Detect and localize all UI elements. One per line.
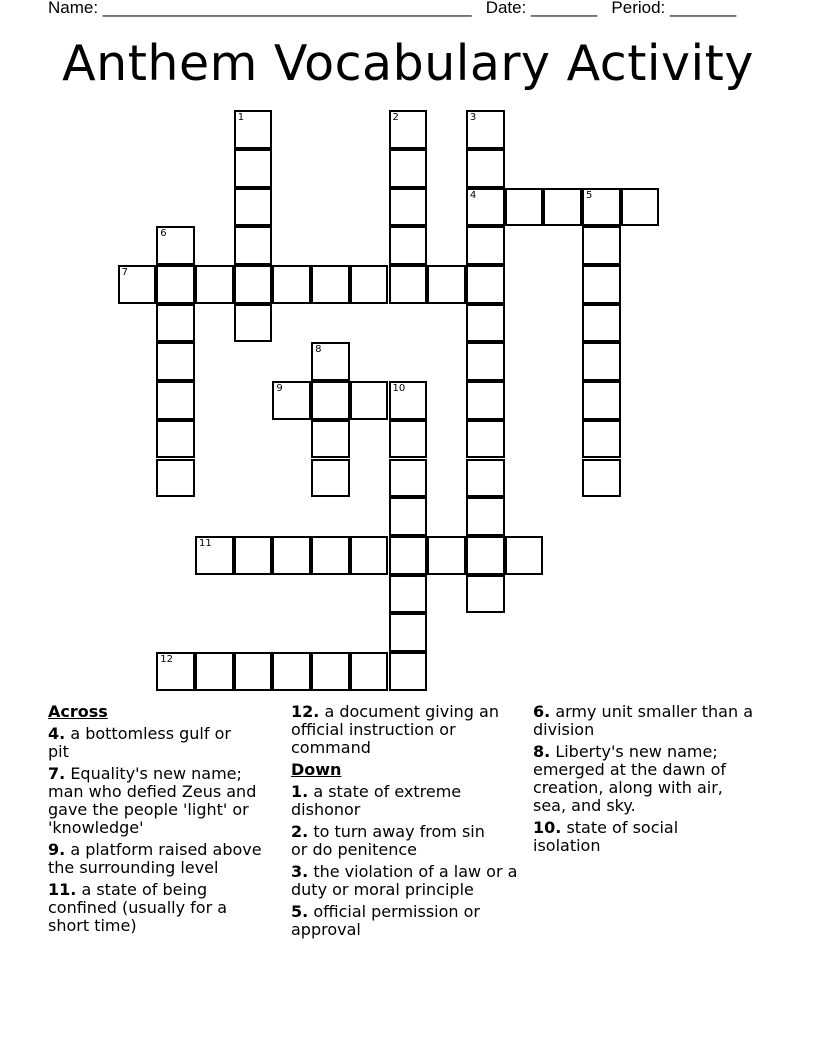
crossword-cell[interactable] bbox=[156, 459, 195, 498]
crossword-cell[interactable] bbox=[272, 381, 311, 420]
crossword-cell[interactable] bbox=[466, 304, 505, 343]
crossword-cell[interactable] bbox=[311, 265, 350, 304]
clue-text: a bottomless gulf or pit bbox=[48, 724, 231, 761]
crossword-cell[interactable] bbox=[466, 459, 505, 498]
clue-number: 6. bbox=[533, 702, 551, 721]
cell-clue-number: 6 bbox=[160, 228, 167, 240]
crossword-cell[interactable] bbox=[466, 342, 505, 381]
crossword-cell[interactable] bbox=[311, 652, 350, 691]
crossword-cell[interactable] bbox=[311, 536, 350, 575]
clue-text: official permission or approval bbox=[291, 902, 480, 939]
crossword-cell[interactable] bbox=[195, 536, 234, 575]
clue-number: 1. bbox=[291, 782, 309, 801]
crossword-cell[interactable] bbox=[582, 342, 621, 381]
crossword-cell[interactable] bbox=[582, 459, 621, 498]
clue-text: state of social isolation bbox=[533, 818, 679, 855]
clues-column-3 bbox=[533, 703, 773, 859]
crossword-cell[interactable] bbox=[272, 265, 311, 304]
crossword-cell[interactable] bbox=[118, 265, 157, 304]
crossword-cell[interactable] bbox=[156, 342, 195, 381]
across-heading: Across bbox=[48, 702, 108, 721]
clue-text: army unit smaller than a division bbox=[533, 702, 754, 739]
across-clue-9 bbox=[48, 841, 288, 877]
crossword-cell[interactable] bbox=[466, 497, 505, 536]
crossword-cell[interactable] bbox=[234, 265, 273, 304]
crossword-cell[interactable] bbox=[466, 226, 505, 265]
cell-clue-number: 5 bbox=[586, 189, 593, 201]
clue-number: 3. bbox=[291, 862, 309, 881]
crossword-cell[interactable] bbox=[350, 652, 389, 691]
crossword-cell[interactable] bbox=[389, 188, 428, 227]
crossword-cell[interactable] bbox=[466, 420, 505, 459]
cell-clue-number: 7 bbox=[121, 267, 128, 278]
down-clue-2 bbox=[291, 823, 506, 859]
across-clue-4 bbox=[48, 725, 248, 761]
crossword-cell[interactable] bbox=[427, 265, 466, 304]
crossword-cell[interactable] bbox=[234, 188, 273, 227]
crossword-cell[interactable] bbox=[350, 381, 389, 420]
crossword-cell[interactable] bbox=[389, 613, 428, 652]
clue-number: 11. bbox=[48, 880, 77, 899]
crossword-cell[interactable] bbox=[234, 226, 273, 265]
crossword-cell[interactable] bbox=[389, 381, 428, 420]
student-info-line[interactable]: Name: _______________________________________ Date: _______ Period: _______ bbox=[48, 0, 737, 17]
crossword-cell[interactable] bbox=[156, 304, 195, 343]
crossword-cell[interactable] bbox=[156, 265, 195, 304]
crossword-cell[interactable] bbox=[311, 381, 350, 420]
crossword-cell[interactable] bbox=[505, 188, 544, 227]
crossword-cell[interactable] bbox=[156, 652, 195, 691]
down-clue-1 bbox=[291, 783, 491, 819]
crossword-cell[interactable] bbox=[156, 420, 195, 459]
crossword-cell[interactable] bbox=[389, 575, 428, 614]
across-clue-7 bbox=[48, 765, 273, 837]
clue-number: 10. bbox=[533, 818, 562, 837]
crossword-cell[interactable] bbox=[234, 304, 273, 343]
crossword-cell[interactable] bbox=[156, 226, 195, 265]
page-title: Anthem Vocabulary Activity bbox=[62, 35, 754, 92]
crossword-cell[interactable] bbox=[582, 188, 621, 227]
clues-column-2 bbox=[291, 703, 531, 943]
cell-clue-number: 1 bbox=[237, 112, 245, 124]
crossword-cell[interactable] bbox=[234, 652, 273, 691]
crossword-cell[interactable] bbox=[311, 459, 350, 498]
across-clue-12 bbox=[291, 703, 516, 757]
clue-text: a document giving an official instruction or command bbox=[291, 702, 499, 757]
clue-number: 4. bbox=[48, 724, 66, 743]
clue-number: 8. bbox=[533, 742, 551, 761]
clue-text: a state of being confined (usually for a short time) bbox=[48, 880, 228, 935]
crossword-cell[interactable] bbox=[582, 381, 621, 420]
clue-text: the violation of a law or a duty or moral principle bbox=[291, 862, 518, 899]
crossword-cell[interactable] bbox=[582, 304, 621, 343]
crossword-cell[interactable] bbox=[427, 536, 466, 575]
crossword-cell[interactable] bbox=[234, 536, 273, 575]
crossword-cell[interactable] bbox=[466, 381, 505, 420]
crossword-cell[interactable] bbox=[389, 652, 428, 691]
crossword-cell[interactable] bbox=[234, 149, 273, 188]
crossword-cell[interactable] bbox=[466, 575, 505, 614]
down-clue-8 bbox=[533, 743, 748, 815]
clue-text: Equality's new name; man who defied Zeus and gave the people 'light' or 'knowledge' bbox=[48, 764, 257, 837]
cell-clue-number: 11 bbox=[199, 537, 212, 549]
crossword-cell[interactable] bbox=[311, 420, 350, 459]
crossword-cell[interactable] bbox=[582, 420, 621, 459]
crossword-cell[interactable] bbox=[272, 652, 311, 691]
crossword-cell[interactable] bbox=[582, 226, 621, 265]
crossword-cell[interactable] bbox=[389, 420, 428, 459]
cell-clue-number: 8 bbox=[315, 344, 322, 356]
cell-clue-number: 12 bbox=[160, 654, 174, 665]
crossword-cell[interactable] bbox=[389, 459, 428, 498]
crossword-cell[interactable] bbox=[389, 265, 428, 304]
crossword-cell[interactable] bbox=[466, 149, 505, 188]
crossword-cell[interactable] bbox=[466, 188, 505, 227]
clue-text: a platform raised above the surrounding level bbox=[48, 840, 262, 877]
crossword-cell[interactable] bbox=[389, 536, 428, 575]
crossword-cell[interactable] bbox=[389, 226, 428, 265]
crossword-cell[interactable] bbox=[543, 188, 582, 227]
clue-number: 12. bbox=[291, 702, 320, 721]
crossword-cell[interactable] bbox=[389, 110, 428, 149]
crossword-cell[interactable] bbox=[272, 536, 311, 575]
crossword-cell[interactable] bbox=[582, 265, 621, 304]
cell-clue-number: 4 bbox=[469, 189, 477, 201]
crossword-cell[interactable] bbox=[505, 536, 544, 575]
down-clue-10 bbox=[533, 819, 723, 855]
clue-text: to turn away from sin or do penitence bbox=[291, 822, 485, 859]
crossword-cell[interactable] bbox=[389, 497, 428, 536]
crossword-cell[interactable] bbox=[389, 149, 428, 188]
crossword-cell[interactable] bbox=[350, 536, 389, 575]
down-heading: Down bbox=[291, 760, 342, 779]
down-clue-6 bbox=[533, 703, 758, 739]
cell-clue-number: 10 bbox=[392, 383, 406, 395]
clue-number: 2. bbox=[291, 822, 309, 841]
clue-number: 9. bbox=[48, 840, 66, 859]
clue-text: a state of extreme dishonor bbox=[291, 782, 462, 819]
across-clue-11 bbox=[48, 881, 258, 935]
crossword-cell[interactable] bbox=[350, 265, 389, 304]
crossword-cell[interactable] bbox=[234, 110, 273, 149]
crossword-cell[interactable] bbox=[466, 110, 505, 149]
crossword-cell[interactable] bbox=[311, 342, 350, 381]
clue-text: Liberty's new name; emerged at the dawn of creation, along with air, sea, and sky. bbox=[533, 742, 727, 815]
cell-clue-number: 2 bbox=[392, 112, 399, 124]
crossword-cell[interactable] bbox=[466, 536, 505, 575]
crossword-cell[interactable] bbox=[195, 265, 234, 304]
crossword-cell[interactable] bbox=[466, 265, 505, 304]
crossword-cell[interactable] bbox=[195, 652, 234, 691]
crossword-cell[interactable] bbox=[621, 188, 660, 227]
clue-number: 5. bbox=[291, 902, 309, 921]
clues-column-1 bbox=[48, 703, 288, 939]
cell-clue-number: 9 bbox=[276, 383, 283, 395]
clue-number: 7. bbox=[48, 764, 66, 783]
crossword-cell[interactable] bbox=[156, 381, 195, 420]
cell-clue-number: 3 bbox=[469, 112, 477, 124]
down-clue-3 bbox=[291, 863, 531, 899]
down-clue-5 bbox=[291, 903, 511, 939]
